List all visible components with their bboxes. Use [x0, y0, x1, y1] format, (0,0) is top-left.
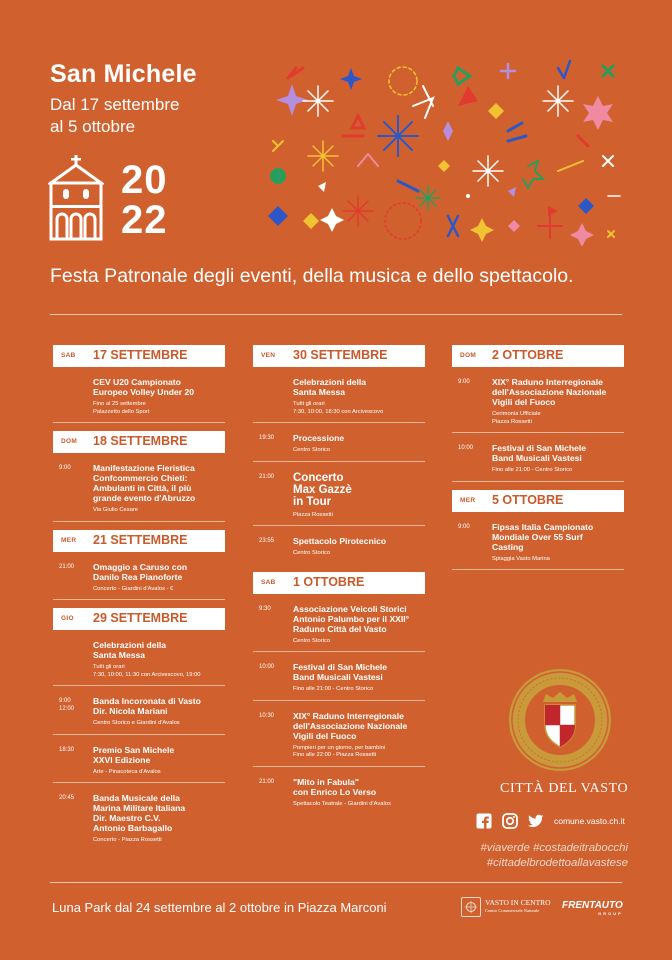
- event-item: [253, 602, 425, 653]
- event-details: Piazza Rossetti: [293, 511, 333, 518]
- dates-line-2: al 5 ottobre: [50, 117, 136, 136]
- sponsor-2-sub: GROUP: [598, 911, 623, 916]
- event-item: [452, 441, 624, 482]
- event-item: [253, 375, 425, 423]
- event-item: [53, 375, 225, 423]
- event-details: Pompieri per un giorno, per bambini Fino alle 22:00 - Piazza Rossetti: [293, 744, 386, 758]
- vasto-in-centro-mark-icon: [461, 897, 481, 917]
- event-item: [253, 431, 425, 462]
- day-header: [53, 608, 225, 630]
- year: [121, 160, 168, 240]
- event-time: 9:00: [458, 523, 470, 530]
- event-details: Via Giulio Cesare: [93, 507, 139, 513]
- year-line-1: 20: [121, 158, 168, 202]
- event-time: 9:30: [259, 605, 271, 612]
- church-icon: [48, 155, 104, 241]
- event-item: [53, 791, 225, 851]
- event-name: Processione: [293, 433, 345, 443]
- schedule-column-1: [53, 345, 225, 859]
- facebook-icon[interactable]: [476, 813, 492, 829]
- event-time: 19:30: [259, 435, 275, 441]
- event-time: 21:00: [259, 778, 275, 785]
- day-header: [452, 345, 624, 367]
- website-link[interactable]: comune.vasto.ch.it: [554, 816, 625, 826]
- event-time: 10:00: [259, 664, 275, 670]
- city-seal-icon: [507, 667, 613, 773]
- sponsor-2-name: FRENTAUTO: [562, 900, 623, 911]
- event-item: [452, 375, 624, 433]
- day-name: SAB: [61, 352, 76, 359]
- event-name: CEV U20 Campionato Europeo Volley Under 20: [93, 377, 195, 397]
- day-label: 21 SETTEMBRE: [93, 532, 188, 547]
- event-name: Festival di San Michele Band Musicali Vastesi: [492, 443, 587, 463]
- event-details: Spettacolo Teatrale - Giardini d'Avalos: [293, 800, 391, 807]
- event-item: [253, 470, 425, 527]
- day-label: 2 OTTOBRE: [492, 348, 564, 362]
- event-name: Premio San Michele XXVI Edizione: [93, 744, 175, 765]
- frentauto-logo: [562, 900, 623, 916]
- day-label: 18 SETTEMBRE: [93, 434, 188, 448]
- event-title: San Michele: [50, 60, 197, 88]
- event-item: [53, 638, 225, 686]
- day-label: 30 SETTEMBRE: [293, 348, 388, 362]
- day-header: [452, 490, 624, 512]
- day-header: [53, 431, 225, 453]
- event-name: Associazione Veicoli Storici Antonio Palumbo per il XXII° Raduno Città del Vasto: [293, 603, 410, 634]
- event-name: "Mito in Fabula" con Enrico Lo Verso: [293, 776, 377, 797]
- event-details: Tutti gli orari 7:30, 10:00, 11:30 con Arcivescovo, 19:00: [93, 664, 201, 678]
- event-name: Celebrazioni della Santa Messa: [93, 640, 167, 660]
- event-time: 20:45: [59, 795, 75, 801]
- hashtags-line-1: #viaverde #costadeitrabocchi: [480, 842, 628, 854]
- event-time: 23:55: [259, 538, 275, 544]
- twitter-icon[interactable]: [528, 813, 544, 829]
- event-item: [53, 743, 225, 784]
- event-item: [253, 660, 425, 701]
- event-item: [452, 520, 624, 571]
- day-header: [253, 345, 425, 367]
- event-time: 10:00: [458, 445, 474, 451]
- schedule-column-3: [452, 345, 624, 578]
- event-details: Centro Storico: [293, 637, 331, 644]
- event-name: Concerto Max Gazzè in Tour: [293, 471, 352, 508]
- event-details: Centro Storico: [293, 447, 331, 453]
- event-details: Concerto - Giardini d'Avalos - €: [93, 585, 174, 592]
- event-time: 18:30: [59, 746, 75, 753]
- event-name: Festival di San Michele Band Musicali Vastesi: [293, 662, 388, 682]
- event-item: [253, 775, 425, 815]
- event-name: Banda Incoronata di Vasto Dir. Nicola Mariani: [93, 696, 201, 716]
- sponsor-1-sub: Centro Commerciale Naturale: [485, 908, 540, 913]
- day-name: MER: [61, 536, 77, 544]
- event-name: Banda Musicale della Marina Militare Italiana Dir. Maestro C.V. Antonio Barbagallo: [93, 793, 186, 833]
- day-name: MER: [460, 496, 476, 504]
- event-time: 9:00: [458, 379, 470, 385]
- event-time: 21:00: [59, 563, 75, 570]
- event-details: Spiaggia Vasto Marina: [492, 555, 550, 562]
- event-details: Cerimonia Ufficiale Piazza Rossetti: [492, 411, 541, 425]
- schedule-column-2: [253, 345, 425, 822]
- event-name: Celebrazioni della Santa Messa: [293, 377, 367, 397]
- day-header: [53, 345, 225, 367]
- sponsor-1-name: VASTO IN CENTRO: [485, 898, 551, 907]
- event-name: XIX° Raduno Interregionale dell'Associazione Nazionale Vigili del Fuoco: [293, 710, 408, 741]
- social-links: [476, 813, 544, 829]
- event-name: Fipsas Italia Campionato Mondiale Over 55 Surf Casting: [492, 521, 594, 552]
- event-details: Fino al 25 settembre Palazzetto dello Sport: [93, 401, 150, 415]
- event-item: [253, 534, 425, 564]
- event-name: XIX° Raduno Interregionale dell'Associazione Nazionale Vigili del Fuoco: [492, 377, 607, 407]
- hashtags-line-2: #cittadelbrodettoallavastese: [486, 857, 628, 869]
- event-time: 10:30: [259, 712, 275, 719]
- event-item: [53, 461, 225, 522]
- day-label: 29 SETTEMBRE: [93, 611, 188, 625]
- event-name: Omaggio a Caruso con Danilo Rea Pianoforte: [93, 561, 188, 582]
- city-name: CITTÀ DEL VASTO: [500, 781, 629, 796]
- event-name: Manifestazione Fieristica Confcommercio Chieti: Ambulanti in Città, il più grande evento d'Abruzzo: [93, 463, 196, 503]
- event-details: Arte - Pinacoteca d'Avalos: [93, 768, 161, 775]
- vasto-in-centro-logo: [461, 897, 551, 917]
- event-details: Fino alle 21:00 - Centro Storico: [492, 467, 573, 473]
- dates-line-1: Dal 17 settembre: [50, 95, 180, 114]
- event-item: [53, 560, 225, 601]
- day-header: [253, 572, 425, 594]
- event-time: 9:00: [59, 465, 71, 471]
- event-details: Concerto - Piazza Rossetti: [93, 837, 162, 843]
- subtitle: Festa Patronale degli eventi, della musica e dello spettacolo.: [50, 265, 574, 287]
- event-dates: [50, 94, 179, 138]
- event-details: Tutti gli orari 7:30, 10:00, 18:30 con Arcivescovo: [293, 401, 384, 415]
- day-name: SAB: [261, 578, 276, 586]
- day-header: [53, 530, 225, 552]
- luna-park-notice: Luna Park dal 24 settembre al 2 ottobre in Piazza Marconi: [52, 900, 387, 915]
- event-details: Fino alle 21:00 - Centro Storico: [293, 686, 374, 692]
- event-details: Centro Storico: [293, 550, 331, 556]
- day-label: 1 OTTOBRE: [293, 574, 365, 589]
- vasto-in-centro-text: [485, 899, 551, 915]
- divider-top: [50, 314, 622, 315]
- event-item: [53, 694, 225, 735]
- divider-bottom: [50, 882, 622, 883]
- fireworks-stars-illustration: [258, 56, 628, 246]
- day-label: 5 OTTOBRE: [492, 492, 564, 507]
- year-line-2: 22: [121, 198, 168, 242]
- instagram-icon[interactable]: [502, 813, 518, 829]
- day-name: GIO: [61, 615, 74, 622]
- day-label: 17 SETTEMBRE: [93, 348, 188, 362]
- event-name: Spettacolo Pirotecnico: [293, 536, 387, 546]
- event-item: [253, 709, 425, 767]
- event-time: 9:00 12:00: [59, 698, 75, 712]
- event-details: Centro Storico e Giardini d'Avalos: [93, 720, 180, 726]
- day-name: DOM: [460, 352, 477, 359]
- event-time: 21:00: [259, 473, 275, 480]
- day-name: DOM: [61, 438, 78, 445]
- day-name: VEN: [261, 352, 276, 359]
